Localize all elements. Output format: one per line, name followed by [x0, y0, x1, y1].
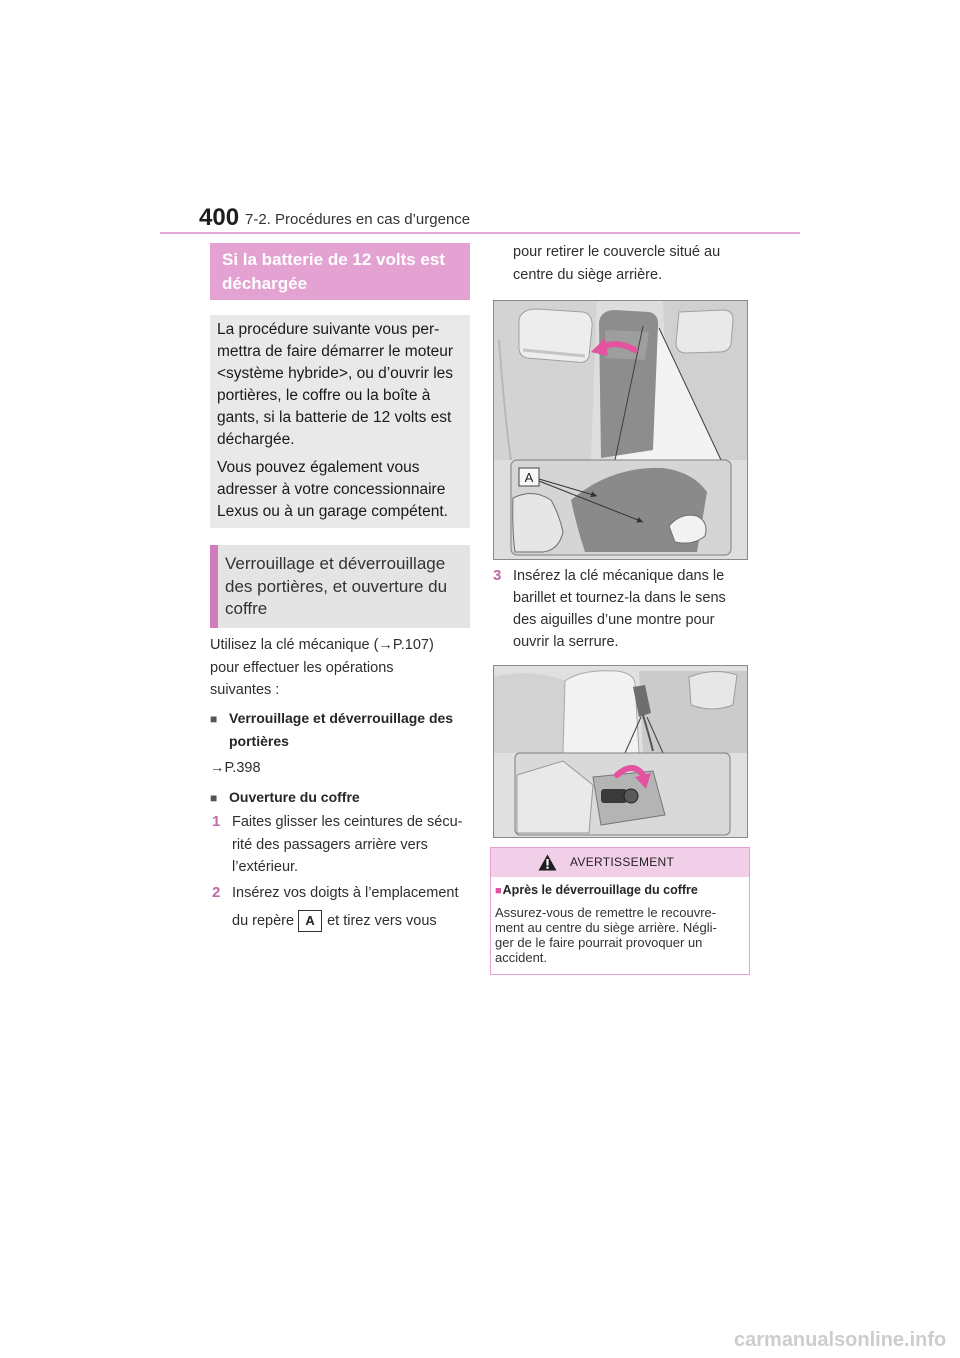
usage-line: Utilisez la clé mécanique (→P.107)	[210, 637, 434, 653]
warning-subtitle-text: Après le déverrouillage du coffre	[502, 883, 698, 897]
step-line-fragment: du repère	[232, 913, 295, 929]
right-headrest	[676, 310, 733, 353]
warning-header	[491, 848, 749, 877]
warning-line: ger de le faire pourrait provoquer un	[495, 935, 703, 950]
step-2-marker-line	[232, 908, 437, 934]
warning-triangle-icon	[538, 854, 557, 871]
intro-line: Lexus ou à un garage compétent.	[217, 503, 448, 520]
step-number: 2	[212, 884, 221, 901]
step-line: ouvrir la serrure.	[513, 634, 619, 650]
page-number: 400	[199, 204, 240, 231]
warning-subtitle	[495, 881, 698, 900]
page-reference-doors: →P.398	[210, 760, 261, 776]
usage-line: suivantes :	[210, 682, 280, 698]
warning-exclamation-bar	[546, 859, 548, 866]
intro-paragraph-1	[217, 319, 463, 451]
step-line: rité des passagers arrière vers	[232, 836, 428, 853]
warning-exclamation-dot	[546, 867, 548, 869]
step-2-continuation	[513, 241, 720, 287]
header-divider	[160, 232, 800, 234]
trunk-subtitle: Ouverture du coffre	[229, 789, 360, 805]
step-line: barillet et tournez-la dans le sens	[513, 590, 726, 606]
warning-line: accident.	[495, 950, 548, 965]
intro-line: Vous pouvez également vous	[217, 459, 420, 476]
warning-box	[490, 847, 750, 975]
step-line: pour retirer le couvercle situé au	[513, 244, 721, 260]
intro-line: gants, si la batterie de 12 volts est	[217, 409, 452, 426]
chapter-section-title: 7-2. Procédures en cas d’urgence	[245, 211, 471, 228]
warning-body	[495, 905, 717, 965]
section-heading-line: déchargée	[222, 274, 308, 293]
bullet-square-icon: ■	[210, 712, 218, 726]
subsection-heading-line: Verrouillage et déverrouillage	[225, 554, 446, 573]
trunk-lock-illustration	[493, 665, 748, 838]
subsection-heading-locking	[210, 545, 470, 628]
step-line: l’extérieur.	[232, 859, 299, 875]
bullet-square-icon: ■	[495, 885, 502, 897]
usage-paragraph	[210, 634, 434, 702]
left-trunk-panel	[494, 673, 571, 753]
inset-marker-label: A	[524, 470, 534, 485]
intro-line: La procédure suivante vous per-	[217, 321, 440, 338]
intro-line: <système hybride>, ou d’ouvrir les	[217, 365, 454, 382]
section-heading-line: Si la batterie de 12 volts est	[222, 250, 445, 269]
intro-line: portières, le coffre ou la boîte à	[217, 387, 431, 404]
inset-lock-cylinder	[624, 789, 638, 803]
bullet-square-icon: ■	[210, 791, 218, 805]
intro-line: adresser à votre concessionnaire	[217, 481, 446, 498]
step-line-fragment: et tirez vers vous	[327, 913, 437, 929]
doors-subtitle-line: Verrouillage et déverrouillage des	[229, 710, 454, 726]
step-1-text	[232, 811, 463, 879]
subsection-heading-line: des portières, et ouverture du	[225, 576, 448, 596]
doors-subtitle-line: portières	[229, 733, 289, 749]
usage-line: pour effectuer les opérations	[210, 659, 394, 676]
step-line: centre du siège arrière.	[513, 267, 663, 283]
marker-a-label: A	[298, 910, 322, 932]
step-line: Insérez la clé mécanique dans le	[513, 568, 725, 584]
intro-box	[210, 315, 470, 528]
step-3-text	[513, 565, 726, 653]
intro-paragraph-2	[217, 457, 463, 523]
doors-subtitle	[229, 707, 453, 753]
step-line: Faites glisser les ceintures de sécu-	[232, 814, 463, 830]
intro-line: mettra de faire démarrer le moteur	[217, 343, 454, 360]
section-heading-battery	[210, 243, 470, 300]
warning-line: Assurez-vous de remettre le recouvre-	[495, 905, 717, 920]
inset-key-icon	[601, 789, 627, 803]
step-number: 3	[493, 567, 502, 584]
seat-cover-illustration	[493, 300, 748, 560]
seat-top-cushion	[563, 671, 639, 753]
right-headrest	[689, 671, 737, 709]
warning-line: ment au centre du siège arrière. Négli-	[495, 920, 717, 935]
step-line: des aiguilles d’une montre pour	[513, 612, 715, 628]
watermark: carmanualsonline.info	[734, 1329, 947, 1351]
step-number: 1	[212, 813, 221, 830]
step-line: Insérez vos doigts à l’emplacement	[232, 885, 459, 901]
warning-title: AVERTISSEMENT	[570, 855, 675, 869]
subsection-heading-line: coffre	[225, 599, 268, 618]
intro-line: déchargée.	[217, 431, 295, 448]
